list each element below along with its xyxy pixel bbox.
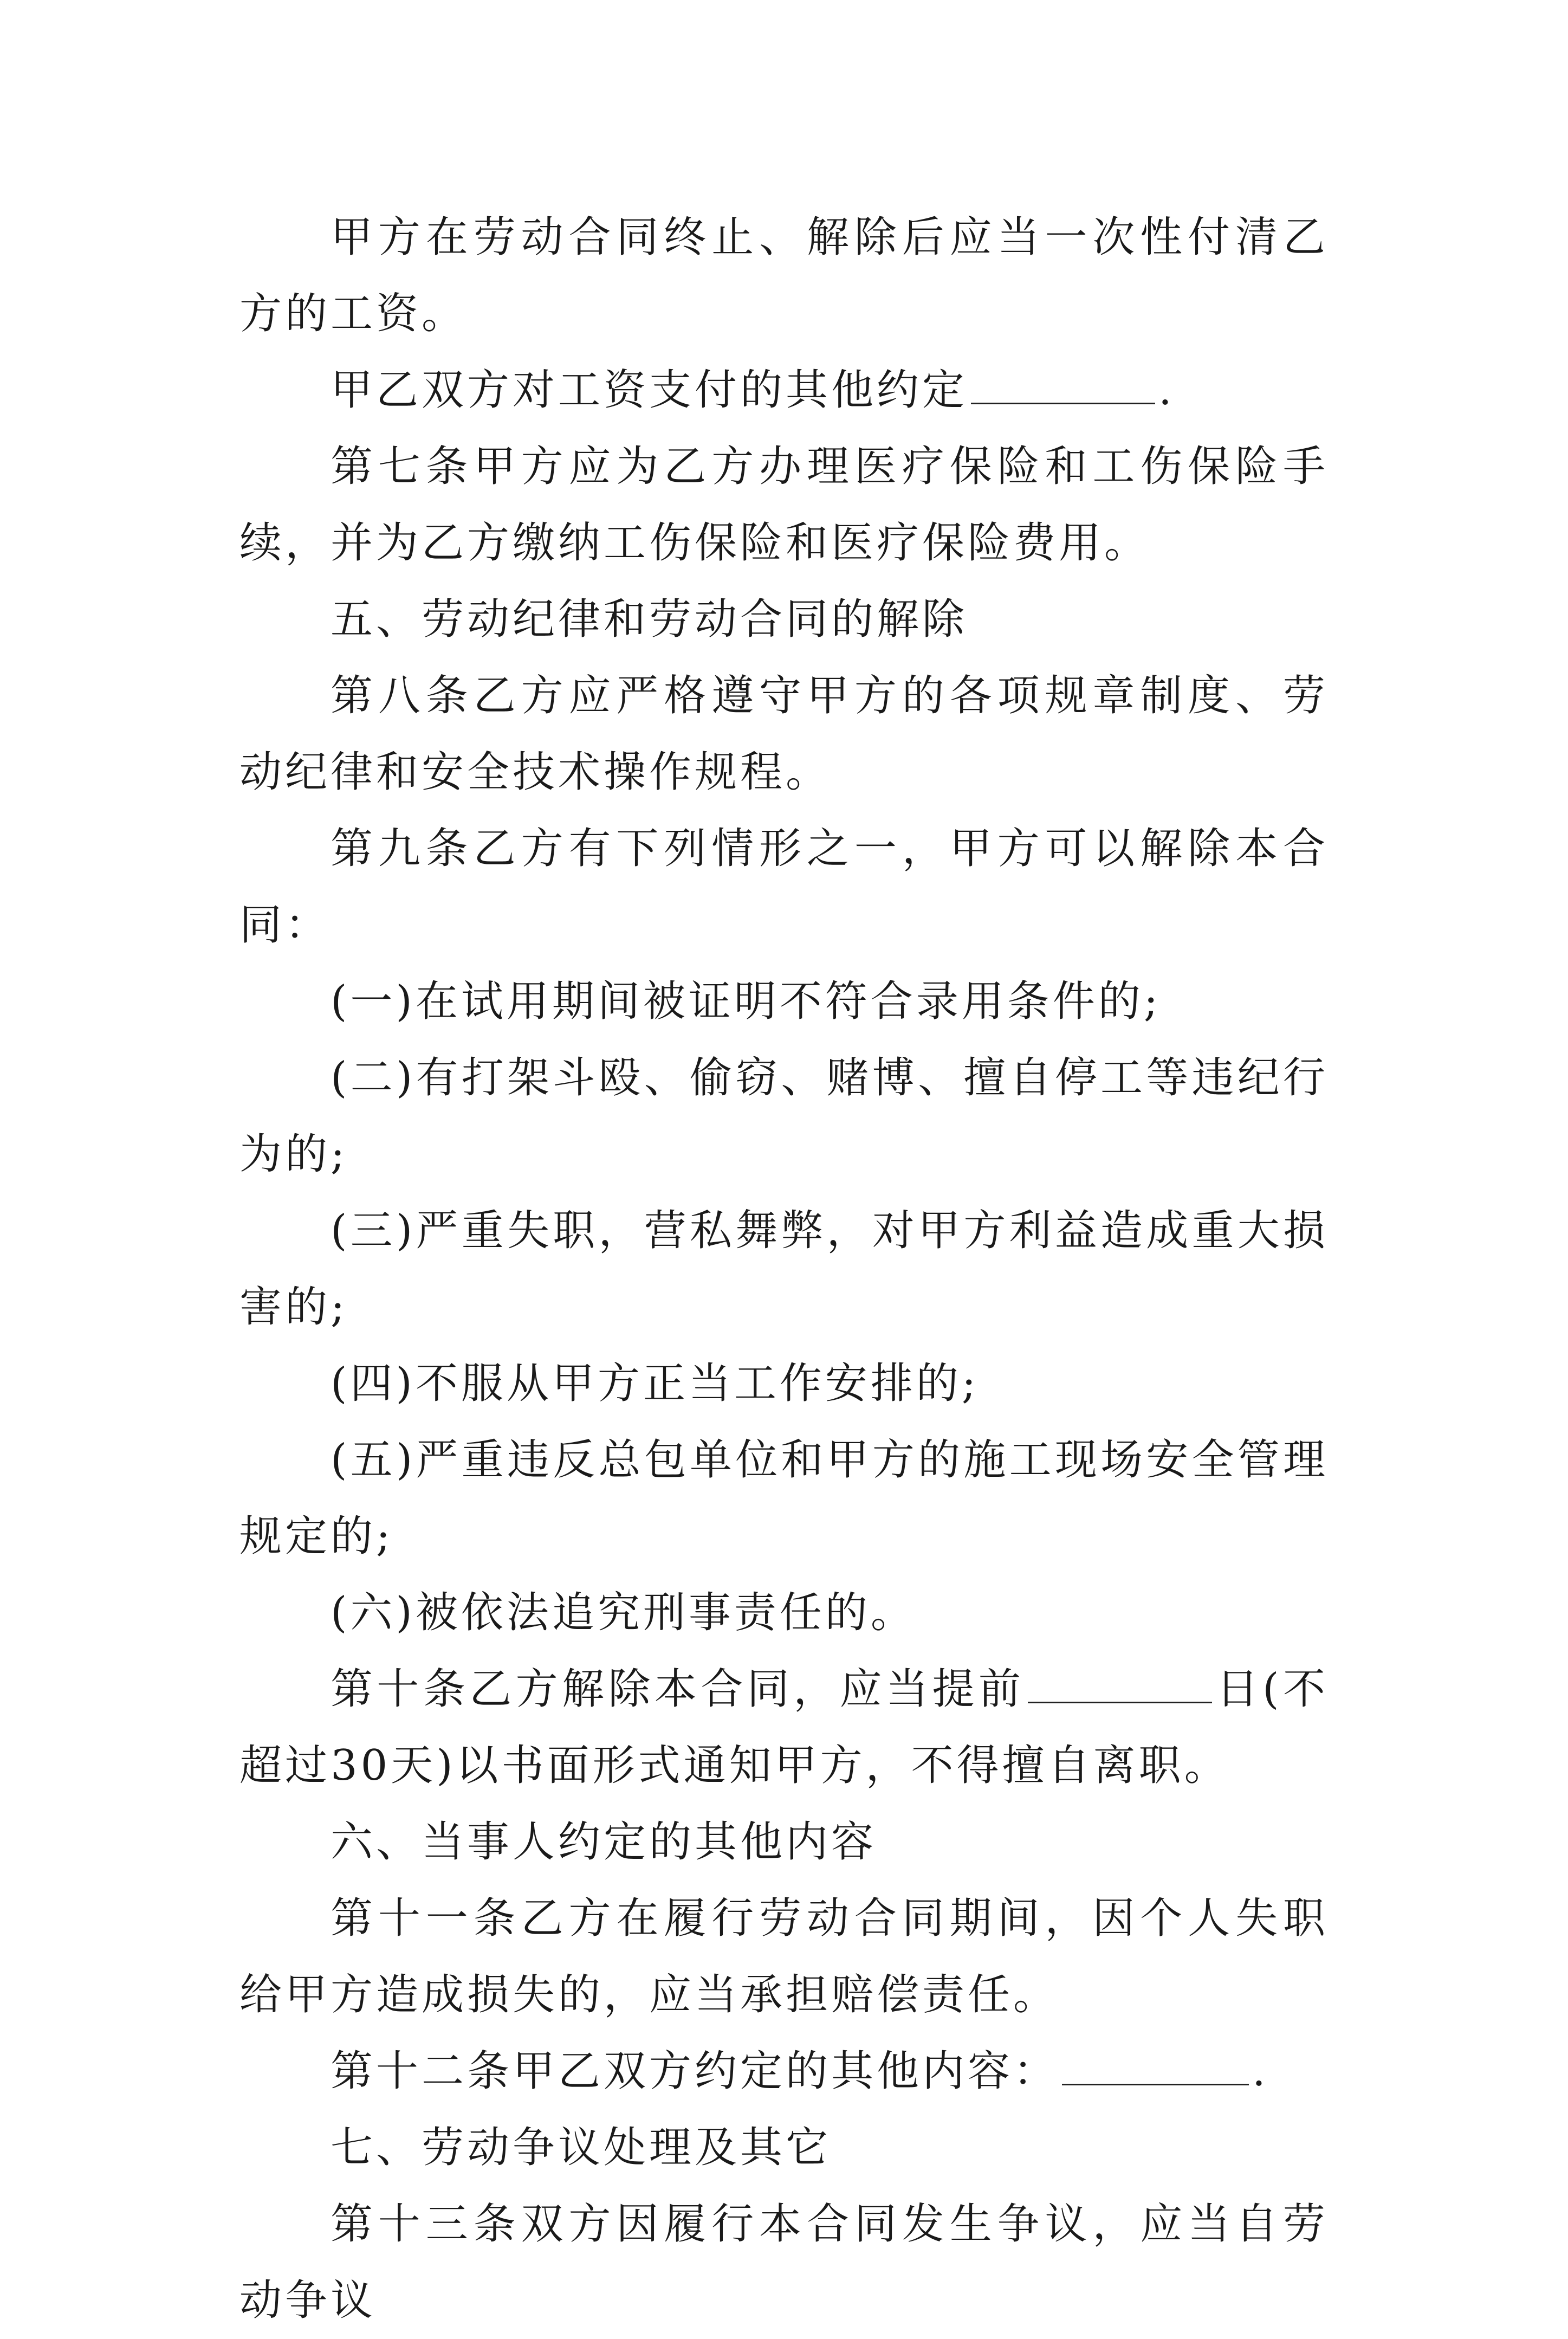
paragraph-article-12: 第十二条甲乙双方约定的其他内容： . <box>331 2047 1269 2096</box>
paragraph-article-10: 第十条乙方解除本合同，应当提前 日(不超过30天)以书面形式通知甲方，不得擅自离职。 <box>239 1665 1329 1790</box>
list-item-5: (五)严重违反总包单位和甲方的施工现场安全管理规定的; <box>239 1436 1329 1561</box>
paragraph-article-11: 第十一条乙方在履行劳动合同期间，因个人失职给甲方造成损失的，应当承担赔偿责任。 <box>239 1894 1329 2019</box>
paragraph-wage-other-agreement: 甲乙双方对工资支付的其他约定 . <box>331 366 1175 415</box>
list-item-6: (六)被依法追究刑事责任的。 <box>331 1588 916 1637</box>
list-item-3: (三)严重失职，营私舞弊，对甲方利益造成重大损害的; <box>239 1206 1329 1332</box>
other-content-blank-field[interactable] <box>1062 2046 1249 2085</box>
list-item-4: (四)不服从甲方正当工作安排的; <box>331 1359 980 1408</box>
paragraph-article-7: 第七条甲方应为乙方办理医疗保险和工伤保险手续，并为乙方缴纳工伤保险和医疗保险费用。 <box>239 442 1329 567</box>
section-heading-5: 五、劳动纪律和劳动合同的解除 <box>331 595 968 644</box>
paragraph-article-9: 第九条乙方有下列情形之一，甲方可以解除本合同： <box>239 824 1329 949</box>
paragraph-article-13: 第十三条双方因履行本合同发生争议，应当自劳动争议 <box>239 2200 1329 2325</box>
notice-days-blank-field[interactable] <box>1028 1664 1212 1703</box>
wage-agreement-blank-field[interactable] <box>971 365 1155 404</box>
section-heading-7: 七、劳动争议处理及其它 <box>331 2123 832 2172</box>
section-heading-6: 六、当事人约定的其他内容 <box>331 1818 877 1866</box>
list-item-2: (二)有打架斗殴、偷窃、赌博、擅自停工等违纪行为的; <box>239 1054 1329 1179</box>
paragraph-article-8: 第八条乙方应严格遵守甲方的各项规章制度、劳动纪律和安全技术操作规程。 <box>239 671 1329 797</box>
contract-text <box>239 199 1329 2339</box>
paragraph-final-wage: 甲方在劳动合同终止、解除后应当一次性付清乙方的工资。 <box>239 213 1329 338</box>
list-item-1: (一)在试用期间被证明不符合录用条件的; <box>331 977 1162 1026</box>
